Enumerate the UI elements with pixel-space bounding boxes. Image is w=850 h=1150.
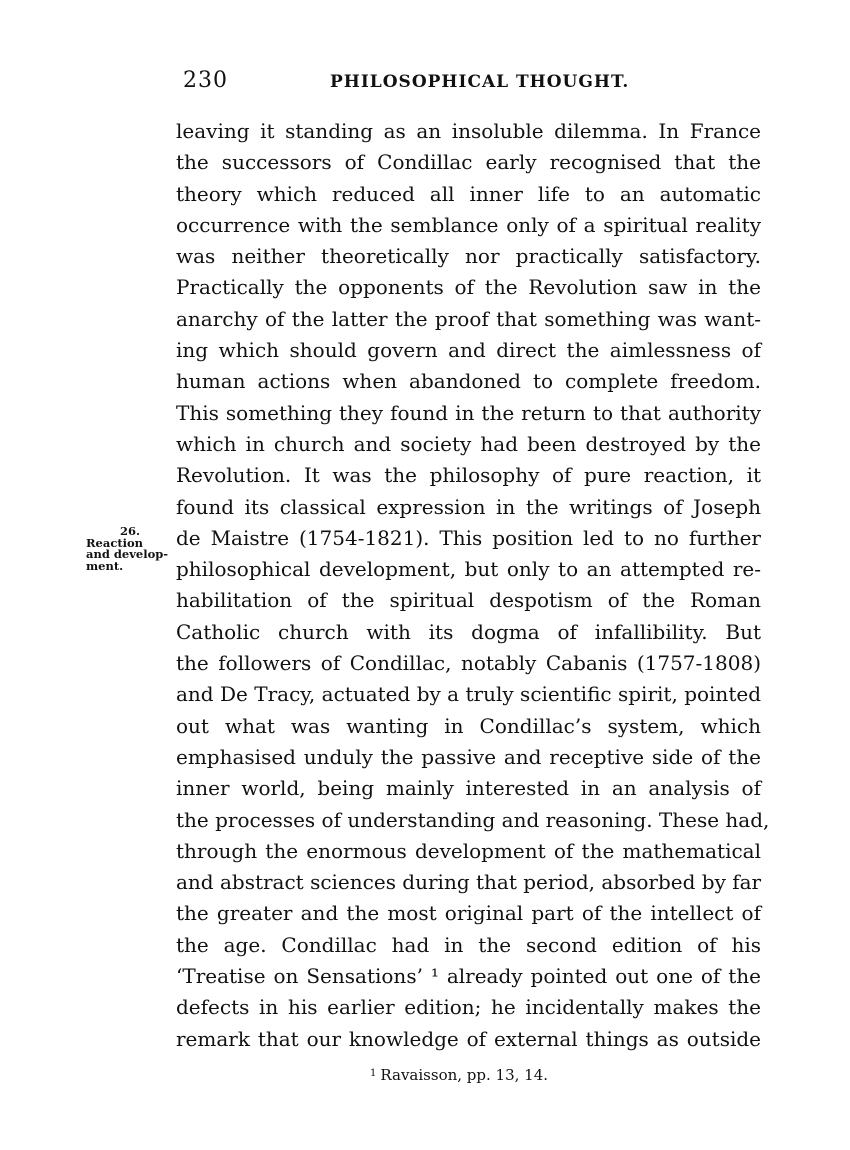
- text-line: This something they found in the return to that authority: [176, 400, 761, 425]
- text-line: and abstract sciences during that period, absorbed by far: [176, 870, 762, 895]
- text-line: the successors of Condillac early recognised that the: [176, 150, 761, 175]
- footnote: [370, 1066, 548, 1084]
- text-line: de Maistre (1754-1821). This position led to no further: [176, 525, 761, 550]
- text-line: and De Tracy, actuated by a truly scientific spirit, pointed: [176, 682, 761, 707]
- margin-note-text: Reaction and develop- ment.: [86, 535, 169, 573]
- footnote-text: Ravaisson, pp. 13, 14.: [380, 1066, 549, 1084]
- text-line: out what was wanting in Condillac’s system, which: [176, 713, 761, 738]
- text-line: occurrence with the semblance only of a spiritual reality: [176, 212, 761, 237]
- text-line: Practically the opponents of the Revolution saw in the: [176, 275, 761, 300]
- text-line: found its classical expression in the writings of Joseph: [176, 494, 761, 519]
- text-line: the followers of Condillac, notably Cabanis (1757-1808): [176, 651, 761, 676]
- text-line: leaving it standing as an insoluble dilemma. In France: [176, 119, 761, 143]
- text-line: through the enormous development of the mathematical: [176, 838, 761, 863]
- text-line: remark that our knowledge of external things as outside: [176, 1026, 761, 1051]
- text-line: was neither theoretically nor practically satisfactory.: [176, 244, 761, 269]
- text-line: defects in his earlier edition; he incidentally makes the: [176, 995, 761, 1020]
- text-line: which in church and society had been destroyed by the: [176, 431, 761, 456]
- text-line: ‘Treatise on Sensations’ ¹ already pointed out one of the: [176, 964, 761, 989]
- text-line: theory which reduced all inner life to an automatic: [176, 181, 761, 206]
- text-line: inner world, being mainly interested in an analysis of: [176, 776, 761, 801]
- margin-note-number: 26.: [120, 524, 141, 538]
- text-line: anarchy of the latter the proof that something was want-: [176, 306, 761, 331]
- text-line: human actions when abandoned to complete freedom.: [176, 369, 761, 394]
- text-line: the age. Condillac had in the second edition of his: [176, 932, 761, 957]
- running-title: PHILOSOPHICAL THOUGHT.: [330, 72, 630, 92]
- text-line: habilitation of the spiritual despotism of the Roman: [176, 588, 761, 613]
- text-line: the processes of understanding and reasoning. These had,: [176, 807, 770, 832]
- text-line: emphasised unduly the passive and receptive side of the: [176, 744, 761, 769]
- text-line: Catholic church with its dogma of infallibility. But: [176, 619, 761, 644]
- text-line: ing which should govern and direct the aimlessness of: [176, 338, 761, 363]
- text-line: the greater and the most original part of the intellect of: [176, 901, 761, 926]
- text-line: philosophical development, but only to an attempted re-: [176, 557, 761, 582]
- margin-note: [86, 526, 176, 572]
- page-number: 230: [183, 68, 228, 93]
- body-text: [176, 116, 770, 1055]
- text-line: Revolution. It was the philosophy of pure reaction, it: [176, 463, 761, 488]
- footnote-marker: 1: [370, 1068, 377, 1079]
